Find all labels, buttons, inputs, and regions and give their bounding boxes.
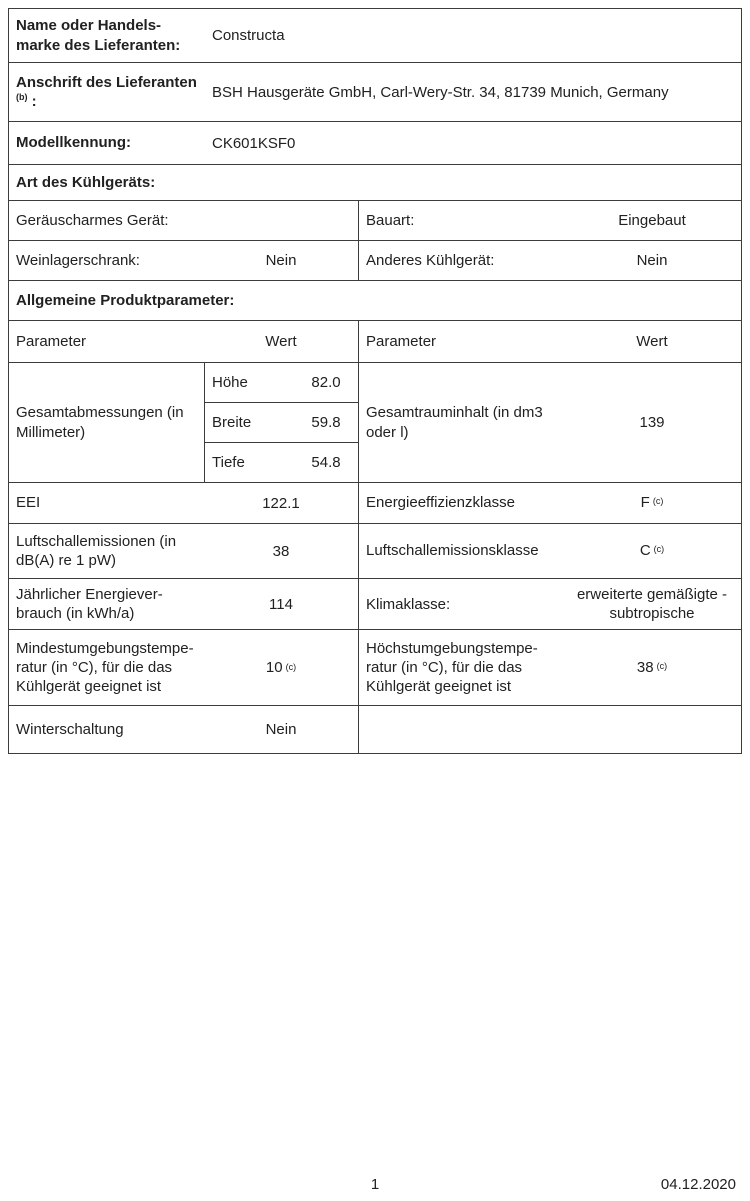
design-type-value: Eingebaut [618,211,686,229]
row-wine-other [9,241,741,281]
dimension-depth-value: 54.8 [311,454,341,471]
total-volume-value: 139 [639,413,665,431]
other-refrigerating-label: Anderes Kühlgerät: [366,251,495,269]
supplier-address-value: BSH Hausgeräte GmbH, Carl-Wery-Str. 34, 81739 Munich, Germany [212,83,669,101]
empty-cell [358,706,741,753]
row-noise [9,524,741,579]
annual-energy-label: Jährlicher Energiever-brauch (in kWh/a) [16,586,163,623]
row-section-general [9,281,741,321]
climate-class-cell [358,579,741,629]
dimensions-subtable [204,363,358,482]
low-noise-cell [9,201,358,240]
max-temp-cell [358,630,741,705]
climate-class-label: Klimaklasse: [366,595,451,613]
row-supplier-name [9,9,741,63]
row-supplier-address [9,63,741,122]
dimension-row-width [205,403,358,443]
header-parameter-right: Parameter [366,332,437,350]
model-identifier-label: Modellkennung: [16,134,131,152]
product-parameter-table [8,8,742,754]
footnote-c-marker: (c) [653,544,665,555]
min-temp-cell [9,630,358,705]
supplier-address-label [9,63,204,121]
footer-date: 04.12.2020 [660,1176,736,1193]
climate-class-value: erweiterte gemäßigte - subtropische [576,585,728,623]
header-wert-left: Wert [265,333,297,350]
eei-cell [9,483,358,523]
empty-cell-content [359,706,741,753]
footnote-c-marker: (c) [285,661,297,672]
dimension-depth-name: Tiefe [212,454,245,471]
supplier-name-value: Constructa [212,27,285,44]
noise-emission-label: Luftschallemissionen (in dB(A) re 1 pW) [16,532,177,569]
row-energy-climate [9,579,741,630]
header-right [358,321,741,362]
other-refrigerating-value: Nein [636,251,668,269]
row-dimensions-volume [9,363,741,483]
noise-emission-value: 38 [272,542,290,560]
header-wert-right: Wert [636,332,668,350]
row-eei-energyclass [9,483,741,524]
max-temp-value: 38 $^{(c)}$ [636,659,668,677]
footnote-c-marker: (c) [652,496,664,507]
eei-value: 122.1 [262,494,300,512]
page-number: 1 [370,1176,380,1193]
dimension-width-name: Breite [212,414,252,431]
page-footer [0,1176,750,1196]
row-ambient-temperature [9,630,741,706]
low-noise-value [204,201,358,240]
section-type-label: Art des Kühlgeräts: [16,174,156,191]
noise-emission-cell [9,524,358,578]
winter-setting-value: Nein [265,721,297,739]
wine-storage-label: Weinlagerschrank: [16,251,140,269]
supplier-name-label: Name oder Handels-marke des Lieferanten: [16,17,181,54]
header-left [9,321,358,362]
row-section-type [9,165,741,201]
wine-storage-cell [9,241,358,280]
total-volume-cell [358,363,741,482]
row-model-identifier [9,122,741,165]
design-type-label: Bauart: [366,211,415,229]
annual-energy-cell [9,579,358,629]
row-parameter-wert-header [9,321,741,363]
noise-class-label: Luftschallemissionsklasse [366,542,539,560]
design-type-cell [358,201,741,240]
header-parameter-left: Parameter [16,332,87,350]
footnote-c-marker: (c) [656,661,668,672]
dimensions-label: Gesamtabmessungen (in Millimeter) [16,404,184,441]
winter-setting-cell [9,706,358,753]
energy-class-cell [358,483,741,523]
noise-class-cell [358,524,741,578]
wine-storage-value: Nein [265,252,297,269]
annual-energy-value: 114 [269,595,293,613]
dimension-row-depth [205,443,358,482]
footnote-b-marker: (b) [16,92,28,102]
total-volume-label: Gesamtrauminhalt (in dm3 oder l) [366,404,543,441]
supplier-address-label-text: Anschrift des Lieferanten $^{(b)}$ : [16,73,197,110]
section-general-label: Allgemeine Produktparameter: [16,292,235,309]
dimensions-cell [9,363,358,482]
energy-class-value: F $^{(c)}$ [640,494,664,512]
dimension-width-value: 59.8 [311,414,341,431]
eei-label: EEI [16,494,41,512]
other-refrigerating-cell [358,241,741,280]
row-winter-setting [9,706,741,753]
dimension-row-height [205,363,358,403]
low-noise-label: Geräuscharmes Gerät: [16,211,169,229]
dimension-height-value: 82.0 [311,374,341,391]
max-temp-label: Höchstumgebungstempe-ratur (in °C), für die das Kühlgerät geeignet ist [366,640,538,696]
noise-class-value: C $^{(c)}$ [639,542,665,560]
min-temp-value: 10 $^{(c)}$ [265,659,297,677]
winter-setting-label: Winterschaltung [16,721,124,739]
min-temp-label: Mindestumgebungstempe-ratur (in °C), für die das Kühlgerät geeignet ist [16,640,194,696]
row-lownoise-design [9,201,741,241]
dimension-height-name: Höhe [212,374,248,391]
energy-class-label: Energieeffizienzklasse [366,494,515,512]
model-identifier-value: CK601KSF0 [212,134,296,152]
